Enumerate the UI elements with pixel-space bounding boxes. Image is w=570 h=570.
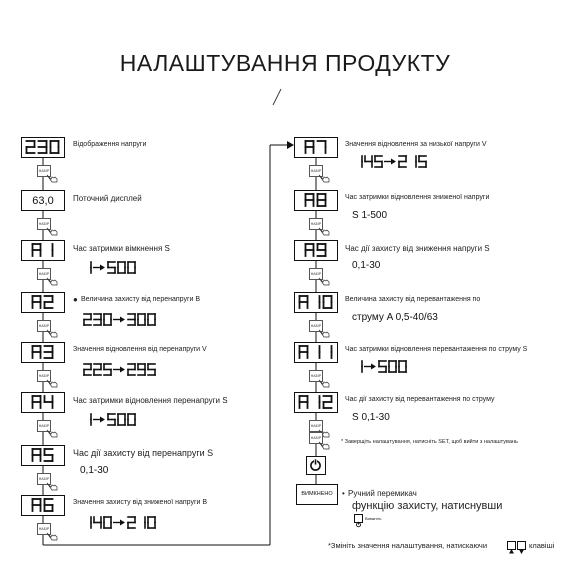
left-range-A6 bbox=[83, 515, 160, 535]
footer-suffix: клавіші bbox=[529, 541, 555, 550]
right-value-A9: 0,1-30 bbox=[352, 260, 381, 271]
left-range-A3 bbox=[83, 362, 160, 382]
segment-code-glyphs bbox=[22, 393, 63, 411]
left-set-button-4[interactable]: НАБІР bbox=[37, 370, 51, 382]
segment-range-glyphs bbox=[83, 412, 140, 427]
right-display-A7 bbox=[294, 137, 338, 158]
segment-code-glyphs bbox=[295, 343, 336, 361]
right-label-A7: Значення відновлення за низької напруги V bbox=[345, 141, 487, 148]
off-button[interactable]: ВИМКНЕНО bbox=[296, 484, 338, 505]
right-pointer-hand-icon-6 bbox=[318, 437, 330, 455]
left-value-A5: 0,1-30 bbox=[80, 465, 109, 476]
power-button[interactable] bbox=[306, 456, 326, 475]
left-label-A1: Час затримки вімкнення S bbox=[73, 244, 170, 253]
right-display-A10 bbox=[294, 292, 338, 313]
left-label-230: Відображення напруги bbox=[73, 141, 147, 148]
segment-code-glyphs bbox=[22, 293, 63, 311]
segment-code-glyphs bbox=[295, 393, 336, 411]
left-display-A1 bbox=[21, 240, 65, 261]
mini-power-icon bbox=[354, 514, 363, 523]
left-display-A2 bbox=[21, 292, 65, 313]
left-set-button-2[interactable]: НАБІР bbox=[37, 268, 51, 280]
manual-bullet: • bbox=[342, 489, 345, 498]
right-set-button-1[interactable]: НАБІР bbox=[309, 218, 323, 230]
segment-range-glyphs bbox=[83, 260, 140, 275]
right-set-button-4[interactable]: НАБІР bbox=[309, 370, 323, 382]
right-display-A8 bbox=[294, 190, 338, 211]
left-display-A3 bbox=[21, 342, 65, 363]
segment-code-glyphs bbox=[22, 138, 63, 156]
left-pointer-hand-icon-1 bbox=[46, 223, 58, 241]
right-range-A11 bbox=[354, 359, 411, 379]
right-set-button-0[interactable]: НАБІР bbox=[309, 165, 323, 177]
left-bullet-A2: ● bbox=[73, 295, 78, 304]
segment-code-glyphs bbox=[22, 496, 63, 514]
segment-range-glyphs bbox=[354, 359, 411, 374]
left-set-button-0[interactable]: НАБІР bbox=[37, 165, 51, 177]
left-pointer-hand-icon-4 bbox=[46, 375, 58, 393]
left-label-A2: Величина захисту від перенапруги B bbox=[81, 296, 201, 303]
right-label-A9: Час дії захисту від зниження напруги S bbox=[345, 244, 490, 253]
left-set-button-6[interactable]: НАБІР bbox=[37, 473, 51, 485]
right-value-A8: S 1-500 bbox=[352, 210, 388, 221]
left-label-A4: Час затримки відновлення перенапруги S bbox=[73, 396, 228, 405]
manual-text-2: функцію захисту, натиснувши bbox=[352, 500, 503, 512]
save-note: * Заверщіть налаштування, натисніть SET, щоб вийти з налаштувань bbox=[341, 439, 518, 445]
right-set-button-3[interactable]: НАБІР bbox=[309, 320, 323, 332]
left-label-A6: Значення захисту від зниженої напруги B bbox=[73, 499, 208, 506]
segment-code-glyphs bbox=[22, 241, 63, 259]
down-arrow-key[interactable] bbox=[517, 541, 526, 550]
down-arrow-icon bbox=[518, 548, 525, 555]
left-pointer-hand-icon-5 bbox=[46, 425, 58, 443]
right-label-A8: Час затримки відновлення зниженої напруги bbox=[345, 194, 490, 201]
right-display-A12 bbox=[294, 392, 338, 413]
left-pointer-hand-icon-3 bbox=[46, 325, 58, 343]
left-display-A6 bbox=[21, 495, 65, 516]
right-label-A10: Величина захисту від перевантаження по bbox=[345, 296, 481, 303]
left-set-button-1[interactable]: НАБІР bbox=[37, 218, 51, 230]
right-pointer-hand-icon-4 bbox=[318, 375, 330, 393]
right-value-A10: струму A 0,5-40/63 bbox=[352, 312, 438, 323]
segment-range-glyphs bbox=[354, 154, 431, 169]
left-range-A1 bbox=[83, 260, 140, 280]
right-pointer-hand-icon-2 bbox=[318, 273, 330, 291]
up-arrow-icon bbox=[508, 548, 515, 555]
manual-text-1: Ручний перемикач bbox=[348, 489, 417, 498]
manual-small-text: Вимкніть bbox=[365, 516, 382, 521]
left-set-button-3[interactable]: НАБІР bbox=[37, 320, 51, 332]
right-display-A9 bbox=[294, 240, 338, 261]
segment-code-glyphs bbox=[295, 191, 336, 209]
right-label-A12: Час дії захисту від перевантаження по струму bbox=[345, 396, 495, 403]
right-label-A11: Час затримки відновлення перевантаження по струму S bbox=[345, 346, 528, 353]
segment-range-glyphs bbox=[83, 312, 160, 327]
right-set-button-6[interactable]: НАБІР bbox=[309, 432, 323, 444]
right-range-A7 bbox=[354, 154, 431, 174]
right-set-button-2[interactable]: НАБІР bbox=[309, 268, 323, 280]
segment-code-glyphs bbox=[22, 343, 63, 361]
footer-note: *Змініть значення налаштування, натискаючи bbox=[328, 541, 488, 550]
left-display-A5 bbox=[21, 445, 65, 466]
left-pointer-hand-icon-0 bbox=[46, 170, 58, 188]
segment-range-glyphs bbox=[83, 515, 160, 530]
power-icon bbox=[307, 457, 324, 473]
up-arrow-key[interactable] bbox=[507, 541, 516, 550]
right-set-button-5[interactable]: НАБІР bbox=[309, 420, 323, 432]
right-pointer-hand-icon-0 bbox=[318, 170, 330, 188]
right-pointer-hand-icon-1 bbox=[318, 223, 330, 241]
right-value-A12: S 0,1-30 bbox=[352, 412, 390, 423]
segment-range-glyphs bbox=[83, 362, 160, 377]
left-pointer-hand-icon-2 bbox=[46, 273, 58, 291]
segment-code-glyphs bbox=[22, 446, 63, 464]
left-range-A4 bbox=[83, 412, 140, 432]
right-pointer-hand-icon-3 bbox=[318, 325, 330, 343]
left-display-A4 bbox=[21, 392, 65, 413]
left-pointer-hand-icon-7 bbox=[46, 528, 58, 546]
page-title: НАЛАШТУВАННЯ ПРОДУКТУ bbox=[119, 50, 451, 76]
left-label-A3: Значення відновлення від перенапруги V bbox=[73, 346, 207, 353]
left-range-A2 bbox=[83, 312, 160, 332]
left-label-A5: Час дії захисту від перенапруги S bbox=[73, 448, 214, 458]
segment-code-glyphs bbox=[295, 241, 336, 259]
left-set-button-7[interactable]: НАБІР bbox=[37, 523, 51, 535]
left-display-63,0: 63,0 bbox=[21, 190, 65, 211]
right-display-A11 bbox=[294, 342, 338, 363]
left-pointer-hand-icon-6 bbox=[46, 478, 58, 496]
left-label-63,0: Поточний дисплей bbox=[73, 194, 142, 203]
left-set-button-5[interactable]: НАБІР bbox=[37, 420, 51, 432]
segment-code-glyphs bbox=[295, 293, 336, 311]
left-display-230 bbox=[21, 137, 65, 158]
segment-code-glyphs bbox=[295, 138, 336, 156]
